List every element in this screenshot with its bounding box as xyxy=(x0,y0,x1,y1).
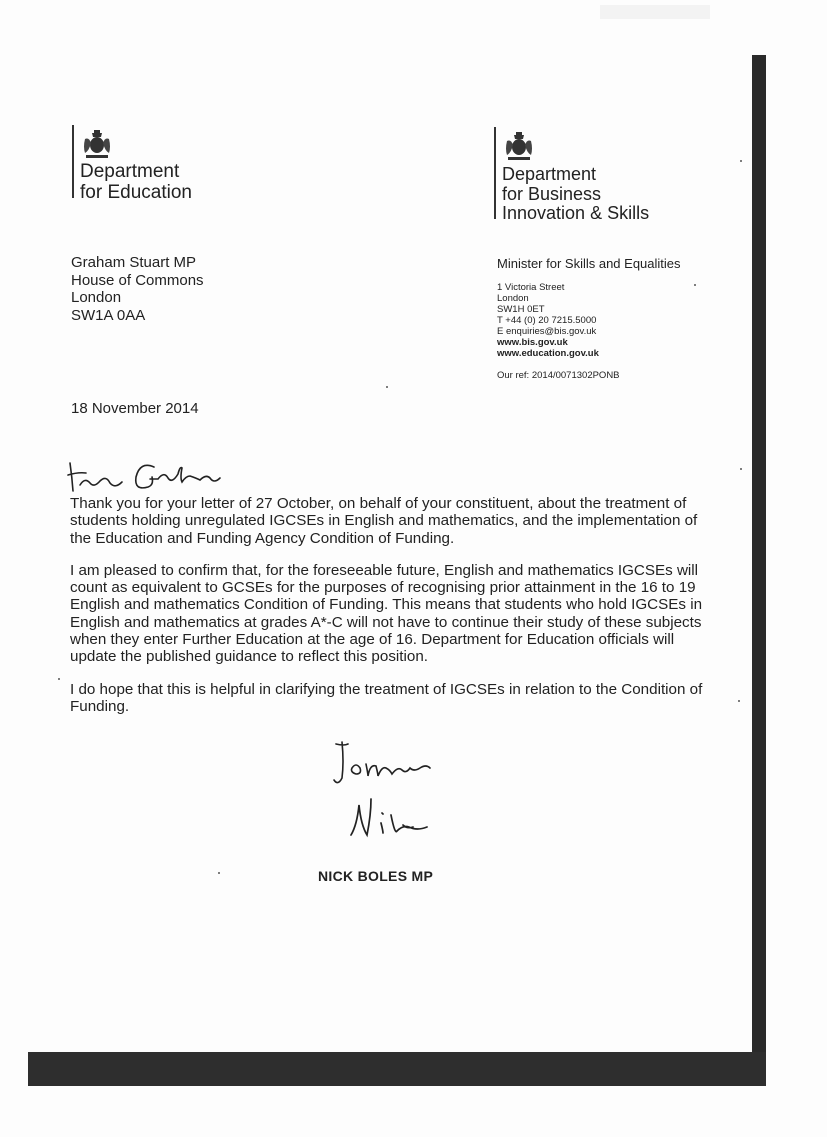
body-paragraph-2: I am pleased to confirm that, for the foreseeable future, English and mathematics IGCSEs will count as equivalent to GCSEs for the purposes of recognising prior attainment in the 16 to 19 English and mathematics Condition of Funding. This means that students who hold IGCSEs in English and mathematics at grades A*-C will not have to continue their study of these subjects when they enter Further Education at the age of 16. Department for Education officials will update the published guidance to reflect this position. xyxy=(70,561,703,666)
sender-contact xyxy=(497,282,599,359)
scan-dot xyxy=(740,468,742,470)
handwritten-closing xyxy=(330,738,450,798)
recipient-name: Graham Stuart MP xyxy=(71,254,197,271)
minister-title: Minister for Skills and Equalities xyxy=(497,256,681,271)
body-paragraph-1: Thank you for your letter of 27 October, on behalf of your constituent, about the treatment of students holding unregulated IGCSEs in English and mathematics, and the implementation of the Education and Funding Agency Condition of Funding. xyxy=(70,495,698,547)
scan-dot xyxy=(740,160,742,162)
recipient-line2: House of Commons xyxy=(71,271,204,289)
dfe-name-line1: Department xyxy=(80,161,180,182)
scan-dot xyxy=(218,872,220,874)
dfe-name-line2: for Education xyxy=(80,182,192,203)
royal-crest-icon xyxy=(80,127,114,161)
logo-rule xyxy=(72,125,74,198)
scan-dot xyxy=(694,284,696,286)
sender-web2: www.education.gov.uk xyxy=(497,348,599,359)
scan-dot xyxy=(738,700,740,702)
sender-address1: 1 Victoria Street xyxy=(497,282,565,293)
recipient-address xyxy=(71,254,204,324)
bis-name-line2: for Business xyxy=(502,184,602,204)
sender-address3: SW1H 0ET xyxy=(497,304,545,315)
scan-dot xyxy=(58,678,60,680)
letter-date: 18 November 2014 xyxy=(71,400,199,417)
sender-phone: T +44 (0) 20 7215.5000 xyxy=(497,315,597,326)
our-reference: Our ref: 2014/0071302PONB xyxy=(497,370,620,381)
sender-address2: London xyxy=(497,293,529,304)
letter-body xyxy=(70,495,720,730)
bis-name-line1: Department xyxy=(502,164,597,184)
signatory-name: NICK BOLES MP xyxy=(318,868,434,884)
handwritten-signature xyxy=(345,795,435,845)
scan-edge-bottom xyxy=(28,1052,766,1086)
logo-rule xyxy=(494,127,496,219)
sender-web1: www.bis.gov.uk xyxy=(497,337,568,348)
sender-email: E enquiries@bis.gov.uk xyxy=(497,326,597,337)
scan-dot xyxy=(386,386,388,388)
body-paragraph-3: I do hope that this is helpful in clarifying the treatment of IGCSEs in relation to the Condition of Funding. xyxy=(70,680,703,715)
bis-name-line3: Innovation & Skills xyxy=(502,203,650,223)
recipient-line4: SW1A 0AA xyxy=(71,306,146,324)
scan-edge-right xyxy=(752,55,766,1083)
handwritten-salutation xyxy=(66,455,236,495)
royal-crest-icon xyxy=(502,129,536,163)
recipient-line3: London xyxy=(71,289,122,306)
scan-smudge xyxy=(600,5,710,19)
